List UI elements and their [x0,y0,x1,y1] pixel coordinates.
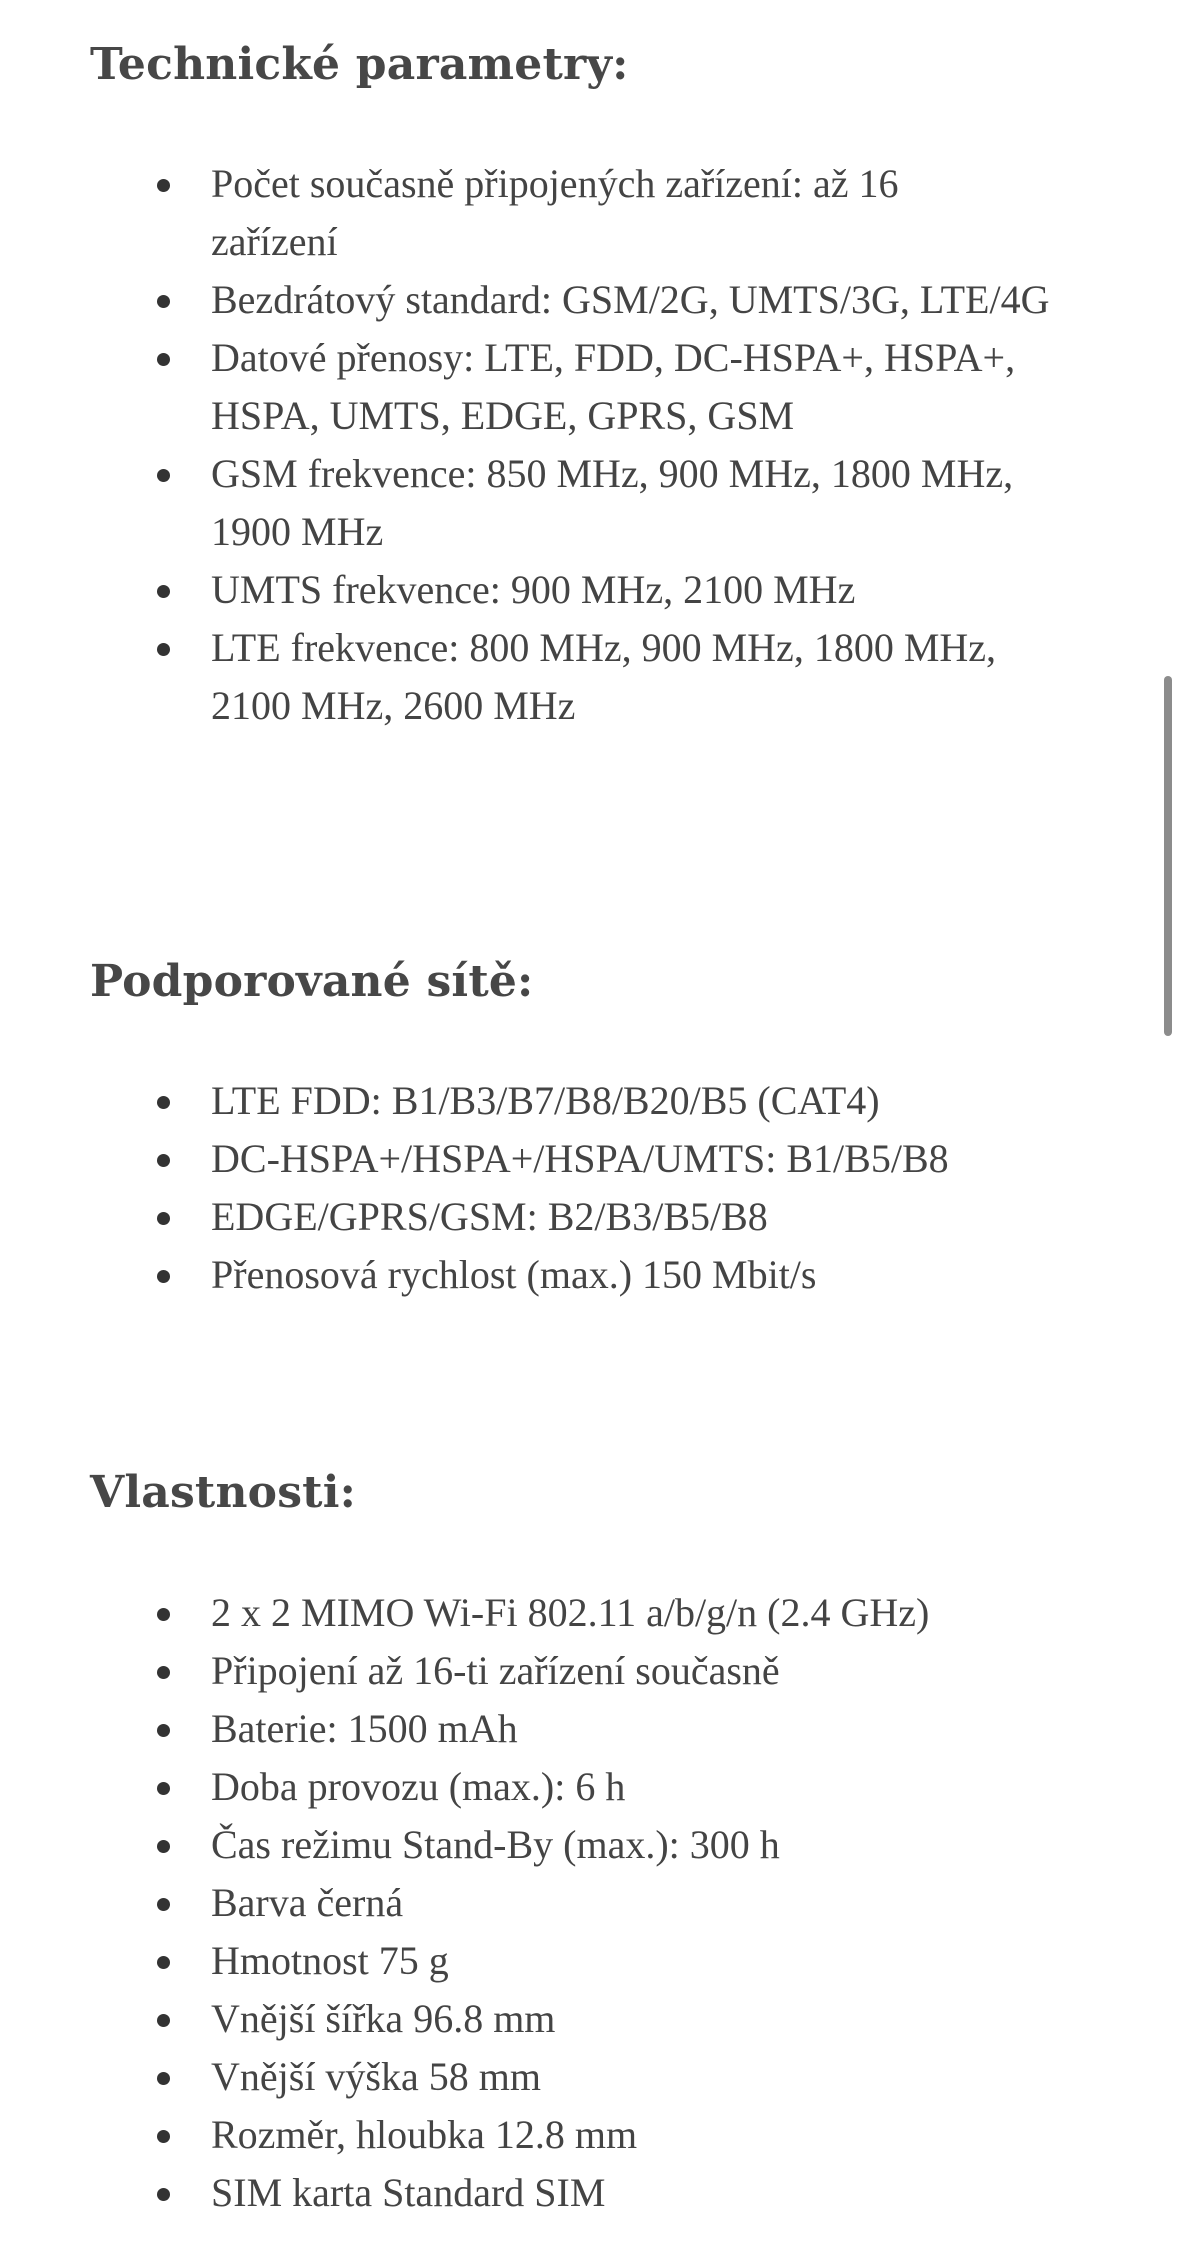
list-item-text: SIM karta Standard SIM [211,2170,606,2215]
bullet-icon [157,2188,170,2201]
list-item [211,1642,1179,1700]
list-item [211,1188,1179,1246]
bullet-icon [157,179,170,192]
bullet-icon [157,1782,170,1795]
list-item-text: Čas režimu Stand-By (max.): 300 h [211,1822,780,1867]
list-item-text: LTE frekvence: 800 MHz, 900 MHz, 1800 MHz, 2100 MHz, 2600 MHz [211,625,997,728]
bullet-icon [157,1956,170,1969]
list-item [211,1130,1179,1188]
bullet-icon [157,643,170,656]
bullet-icon [157,1096,170,1109]
bullet-icon [157,353,170,366]
list-item [211,1246,1179,1304]
list-item [211,2164,1179,2222]
bullet-icon [157,1666,170,1679]
bullet-icon [157,295,170,308]
list-item-text: UMTS frekvence: 900 MHz, 2100 MHz [211,567,856,612]
list-item [211,271,1071,329]
list-item-text: Baterie: 1500 mAh [211,1706,518,1751]
list-item-text: 2 x 2 MIMO Wi-Fi 802.11 a/b/g/n (2.4 GHz) [211,1590,930,1635]
list-item [211,155,971,271]
bullet-icon [157,1270,170,1283]
list-item-text: GSM frekvence: 850 MHz, 900 MHz, 1800 MHz, 1900 MHz [211,451,1014,554]
list-item [211,1990,1179,2048]
list-item [211,329,1071,445]
list-item-text: Rozměr, hloubka 12.8 mm [211,2112,638,2157]
bullet-icon [157,1608,170,1621]
section-title-supported-networks: Podporované sítě: [90,956,534,1007]
list-item [211,1584,1179,1642]
list-item [211,1072,1179,1130]
technical-parameters-list [90,155,1179,735]
supported-networks-list [90,1072,1179,1304]
list-item [211,1700,1179,1758]
list-item [211,2106,1179,2164]
section-title-properties: Vlastnosti: [90,1467,357,1518]
bullet-icon [157,1840,170,1853]
bullet-icon [157,1724,170,1737]
list-item-text: Datové přenosy: LTE, FDD, DC-HSPA+, HSPA+, HSPA, UMTS, EDGE, GPRS, GSM [211,335,1016,438]
list-item-text: Bezdrátový standard: GSM/2G, UMTS/3G, LTE/4G [211,277,1050,322]
list-item-text: Hmotnost 75 g [211,1938,449,1983]
list-item-text: Vnější výška 58 mm [211,2054,541,2099]
section-title-technical-parameters: Technické parametry: [90,39,629,90]
list-item-text: LTE FDD: B1/B3/B7/B8/B20/B5 (CAT4) [211,1078,880,1123]
list-item [211,1758,1179,1816]
list-item [211,619,1071,735]
properties-list [90,1584,1179,2222]
list-item [211,1874,1179,1932]
list-item-text: Vnější šířka 96.8 mm [211,1996,556,2041]
bullet-icon [157,469,170,482]
list-item-text: EDGE/GPRS/GSM: B2/B3/B5/B8 [211,1194,768,1239]
list-item-text: Přenosová rychlost (max.) 150 Mbit/s [211,1252,817,1297]
list-item-text: Počet současně připojených zařízení: až 16 zařízení [211,161,899,264]
list-item-text: Barva černá [211,1880,404,1925]
bullet-icon [157,585,170,598]
list-item [211,2048,1179,2106]
list-item [211,445,1071,561]
list-item [211,1932,1179,1990]
vertical-scrollbar[interactable] [1164,676,1172,1036]
bullet-icon [157,1212,170,1225]
bullet-icon [157,1154,170,1167]
bullet-icon [157,2072,170,2085]
list-item [211,561,1071,619]
list-item-text: Doba provozu (max.): 6 h [211,1764,626,1809]
bullet-icon [157,2014,170,2027]
bullet-icon [157,2130,170,2143]
bullet-icon [157,1898,170,1911]
list-item-text: DC-HSPA+/HSPA+/HSPA/UMTS: B1/B5/B8 [211,1136,949,1181]
list-item [211,1816,1179,1874]
list-item-text: Připojení až 16-ti zařízení současně [211,1648,780,1693]
